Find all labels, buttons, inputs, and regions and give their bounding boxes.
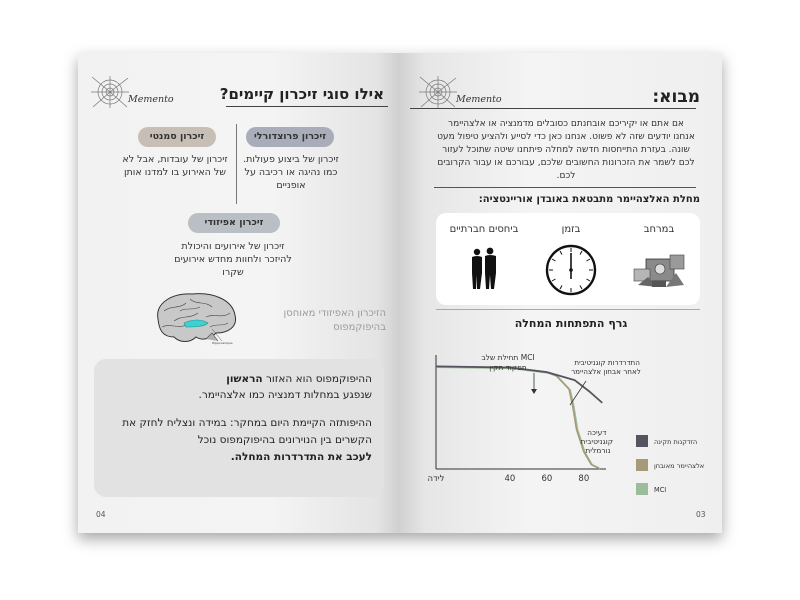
graph-divider <box>436 309 700 310</box>
info-line1-pre: ההיפוקמפוס הוא האזור <box>262 373 372 385</box>
procedural-memory-badge: זיכרון פרוצדורלי <box>246 127 334 147</box>
page-title: אילו סוגי זיכרון קיימים? <box>219 85 384 103</box>
orientation-space-label: במרחב <box>643 224 675 235</box>
x-tick-label: 40 <box>504 474 516 484</box>
brand-logo-text: Memento <box>128 94 174 105</box>
info-para2-bold: לעכב את התדרדרות המחלה. <box>230 451 372 463</box>
left-page <box>78 53 400 533</box>
brain-caption: הזיכרון האפיזודי מאוחסן בהיפוקמפוס <box>283 308 386 333</box>
hippocampus-label: Hippocampus <box>212 341 233 345</box>
episodic-memory-badge: זיכרון אפיזודי <box>188 213 280 233</box>
legend-label: הזדקנות תקינה <box>654 438 698 446</box>
orientation-time-label: בזמן <box>561 224 581 235</box>
page-number: 04 <box>96 510 106 519</box>
right-page <box>400 53 722 533</box>
procedural-memory-text: זיכרון של ביצוע פעולות. כמו נהיגה או רכיבה על אופניים <box>243 154 339 191</box>
space-collage-icon <box>632 251 688 291</box>
series-line-1 <box>436 366 599 467</box>
x-tick-label: לידה <box>427 474 445 484</box>
info-line1-bold: הראשון <box>226 373 263 385</box>
semantic-memory-text: זיכרון של עובדות, אבל לא של האירוע בו למדנו אותן <box>122 154 228 178</box>
x-tick-label: 80 <box>578 474 590 484</box>
episodic-memory-text: זיכרון של אירועים והיכולת להיזכר ולחוות מחדש אירועים שקרו <box>174 241 292 278</box>
divider-line <box>236 124 237 204</box>
disease-progression-chart <box>400 335 722 494</box>
info-box-text-2 <box>106 415 372 466</box>
title-underline <box>226 106 388 107</box>
hippocampus-info-box <box>94 359 384 497</box>
people-talking-icon <box>470 247 498 291</box>
graph-title: גרף התפתחות המחלה <box>514 317 628 330</box>
legend-swatch <box>636 483 648 495</box>
annotation-normal-decline: דעיכה קוגניטיבית נורמלית <box>580 428 614 455</box>
booklet-spread <box>78 53 722 533</box>
spiderweb-logo-icon <box>418 75 458 109</box>
page-number: 03 <box>696 510 706 519</box>
brand-logo-text: Memento <box>456 94 502 105</box>
annotation-arrowhead-1 <box>531 389 537 394</box>
info-para2: ההיפותזה הקיימת היום במחקר: במידה ונצליח לחזק את הקשרים בין הנוירונים בהיפוקמפוס נוכל <box>122 417 372 446</box>
page-title: מבוא: <box>652 87 700 107</box>
clock-icon <box>544 243 598 297</box>
x-tick-label: 60 <box>541 474 553 484</box>
title-underline <box>410 108 696 109</box>
orientation-social-label: ביחסים חברתיים <box>449 224 519 235</box>
info-box-text-1 <box>106 371 372 403</box>
annotation-mci-start: תחילת שלב MCI <box>481 353 535 362</box>
annotation-ad-decline: התדרדרות קוגניטיבית לאחר אבחון אלצהיימר <box>571 358 641 376</box>
legend-label: אלצהיימר מאובחן <box>654 462 705 470</box>
spiderweb-logo-icon <box>90 75 130 109</box>
legend-label: MCI <box>654 486 667 494</box>
legend-swatch <box>636 459 648 471</box>
info-line2: שנפגע במחלות דמנציה כמו אלצהיימר. <box>198 389 372 401</box>
semantic-memory-badge: זיכרון סמנטי <box>138 127 216 147</box>
orientation-panel <box>436 213 700 305</box>
annotation-normal-function: תפקוד תקין <box>489 363 527 372</box>
intro-paragraph: אם אתם או יקיריכם אובחנתם כסובלים מדמנציה או אלצהיימר אנחנו יודעים שזה לא פשוט. אנחנו כאן כדי לסייע ולהציע טיפול מעט שונה. בעזרת התייחסות חדשה למחלה פיתחנו שיטה שתוכל לעזור לכם לשמר את הזכרונות החשובים שלכם, עבורכם או עבור הקרובים לכם. <box>437 119 695 181</box>
legend-swatch <box>636 435 648 447</box>
section-divider <box>434 187 696 188</box>
annotation-arrow-2 <box>570 381 586 405</box>
orientation-title: מחלת האלצהיימר מתבטאת באובדן אוריינטציה: <box>478 194 700 205</box>
brain-hippocampus-illustration <box>150 289 240 345</box>
